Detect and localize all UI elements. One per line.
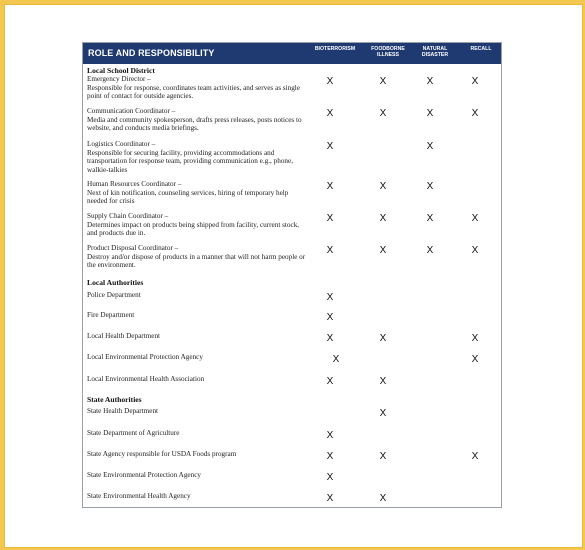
section-local-authorities: Local Authorities — [87, 278, 144, 287]
check-mark: X — [326, 312, 334, 323]
check-mark: X — [379, 451, 387, 462]
role-name: Product Disposal Coordinator – — [87, 244, 179, 252]
table-row — [87, 450, 307, 459]
check-mark: X — [326, 245, 334, 256]
check-mark: X — [326, 472, 334, 483]
table-row — [87, 212, 307, 238]
table-row — [87, 75, 307, 101]
check-mark: X — [379, 76, 387, 87]
check-mark: X — [471, 213, 479, 224]
role-name: State Environmental Protection Agency — [87, 471, 201, 479]
role-description: Determines impact on products being shipped from facility, current stock, and products due in. — [87, 220, 300, 238]
table-row — [87, 407, 307, 416]
table-row — [87, 180, 307, 206]
check-mark: X — [326, 213, 334, 224]
col-recall: RECALL — [470, 46, 492, 52]
role-description: Responsible for response, coordinates team activities, and serves as single point of contact for outside agencies. — [87, 83, 300, 101]
table-row — [87, 291, 307, 300]
check-mark: X — [379, 108, 387, 119]
check-mark: X — [326, 376, 334, 387]
table-row — [87, 429, 307, 438]
role-name: State Health Department — [87, 407, 159, 415]
check-mark: X — [379, 213, 387, 224]
role-description: Responsible for securing facility, providing accommodations and transportation for response team, providing communication e.g., phone, walkie-talkies — [87, 148, 293, 174]
check-mark: X — [326, 451, 334, 462]
role-description: Media and community spokesperson, drafts press releases, posts notices to website, and conducts media briefings. — [87, 115, 302, 133]
role-name: Logistics Coordinator – — [87, 140, 156, 148]
table-row — [87, 492, 307, 501]
role-name: State Department of Agriculture — [87, 429, 180, 437]
check-mark: X — [426, 213, 434, 224]
role-name: Communication Coordinator – — [87, 107, 176, 115]
role-name: Supply Chain Coordinator – — [87, 212, 169, 220]
col-natural-disaster: NATURAL DISASTER — [421, 46, 449, 58]
role-description: Destroy and/or dispose of products in a manner that will not harm people or the environment. — [87, 252, 306, 270]
role-name: Local Environmental Protection Agency — [87, 353, 203, 361]
check-mark: X — [471, 333, 479, 344]
check-mark: X — [326, 430, 334, 441]
col-bioterrorism: BIOTERRORISM — [314, 46, 356, 52]
check-mark: X — [379, 493, 387, 504]
role-description: Next of kin notification, counseling services, hiring of temporary help needed for crisis — [87, 188, 289, 206]
check-mark: X — [326, 333, 334, 344]
table-row — [87, 244, 307, 270]
check-mark: X — [379, 408, 387, 419]
check-mark: X — [426, 108, 434, 119]
role-name: Local Health Department — [87, 332, 161, 340]
section-local-school-district: Local School District — [87, 66, 155, 75]
check-mark: X — [379, 245, 387, 256]
section-state-authorities: State Authorities — [87, 395, 142, 404]
check-mark: X — [471, 108, 479, 119]
table-row — [87, 353, 307, 362]
responsibility-table — [82, 42, 502, 508]
role-name: Local Environmental Health Association — [87, 375, 205, 383]
check-mark: X — [471, 451, 479, 462]
check-mark: X — [426, 141, 434, 152]
role-name: Emergency Director – — [87, 75, 151, 83]
role-name: State Environmental Health Agency — [87, 492, 191, 500]
check-mark: X — [326, 292, 334, 303]
table-row — [87, 375, 307, 384]
table-row — [87, 140, 307, 174]
table-row — [87, 332, 307, 341]
check-mark: X — [379, 376, 387, 387]
col-foodborne-illness: FOODBORNE ILLNESS — [371, 46, 405, 58]
check-mark: X — [426, 181, 434, 192]
check-mark: X — [379, 333, 387, 344]
table-row — [87, 107, 307, 133]
check-mark: X — [326, 76, 334, 87]
check-mark: X — [426, 245, 434, 256]
check-mark: X — [326, 493, 334, 504]
role-name: Fire Department — [87, 311, 135, 319]
check-mark: X — [471, 354, 479, 365]
check-mark: X — [332, 354, 340, 365]
header-title: ROLE AND RESPONSIBILITY — [88, 48, 215, 58]
check-mark: X — [426, 76, 434, 87]
role-name: State Agency responsible for USDA Foods program — [87, 450, 237, 458]
check-mark: X — [471, 76, 479, 87]
role-name: Police Department — [87, 291, 141, 299]
role-name: Human Resources Coordinator – — [87, 180, 182, 188]
check-mark: X — [471, 245, 479, 256]
check-mark: X — [326, 141, 334, 152]
table-row — [87, 311, 307, 320]
table-header — [83, 43, 501, 64]
check-mark: X — [326, 181, 334, 192]
check-mark: X — [326, 108, 334, 119]
check-mark: X — [379, 181, 387, 192]
table-row — [87, 471, 307, 480]
